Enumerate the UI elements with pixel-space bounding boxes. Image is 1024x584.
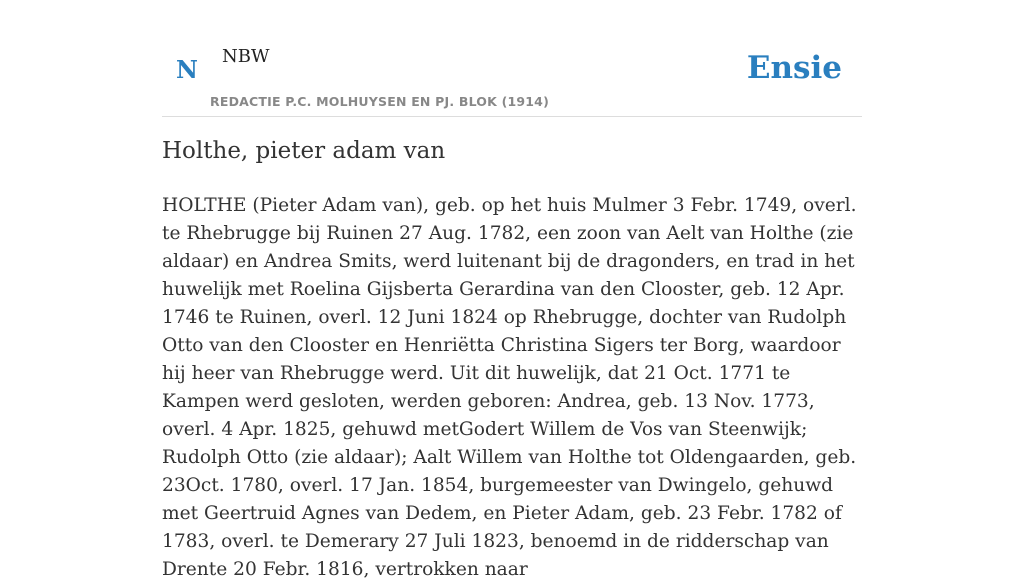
- source-subtitle: REDACTIE P.C. MOLHUYSEN EN PJ. BLOK (1914): [210, 94, 549, 109]
- source-logo[interactable]: N: [176, 55, 198, 84]
- article-title: Holthe, pieter adam van: [162, 138, 446, 164]
- source-title-link[interactable]: NBW: [222, 46, 270, 67]
- header: [162, 40, 862, 117]
- brand-logo[interactable]: Ensie: [746, 50, 842, 86]
- article-body: HOLTHE (Pieter Adam van), geb. op het huis Mulmer 3 Febr. 1749, overl. te Rhebrugge bij Ruinen 27 Aug. 1782, een zoon van Aelt van Holthe (zie aldaar) en Andrea Smits, werd luitenant bij de dragonders, en trad in het huwelijk met Roelina Gijsberta Gerardina van den Clooster, geb. 12 Apr. 1746 te Ruinen, overl. 12 Juni 1824 op Rhebrugge, dochter van Rudolph Otto van den Clooster en Henriëtta Christina Sigers ter Borg, waardoor hij heer van Rhebrugge werd. Uit dit huwelijk, dat 21 Oct. 1771 te Kampen werd gesloten, werden geboren: Andrea, geb. 13 Nov. 1773, overl. 4 Apr. 1825, gehuwd metGodert Willem de Vos van Steenwijk; Rudolph Otto (zie aldaar); Aalt Willem van Holthe tot Oldengaarden, geb. 23Oct. 1780, overl. 17 Jan. 1854, burgemeester van Dwingelo, gehuwd met Geertruid Agnes van Dedem, en Pieter Adam, geb. 23 Febr. 1782 of 1783, overl. te Demerary 27 Juli 1823, benoemd in de ridderschap van Drente 20 Febr. 1816, vertrokken naar: [162, 195, 857, 580]
